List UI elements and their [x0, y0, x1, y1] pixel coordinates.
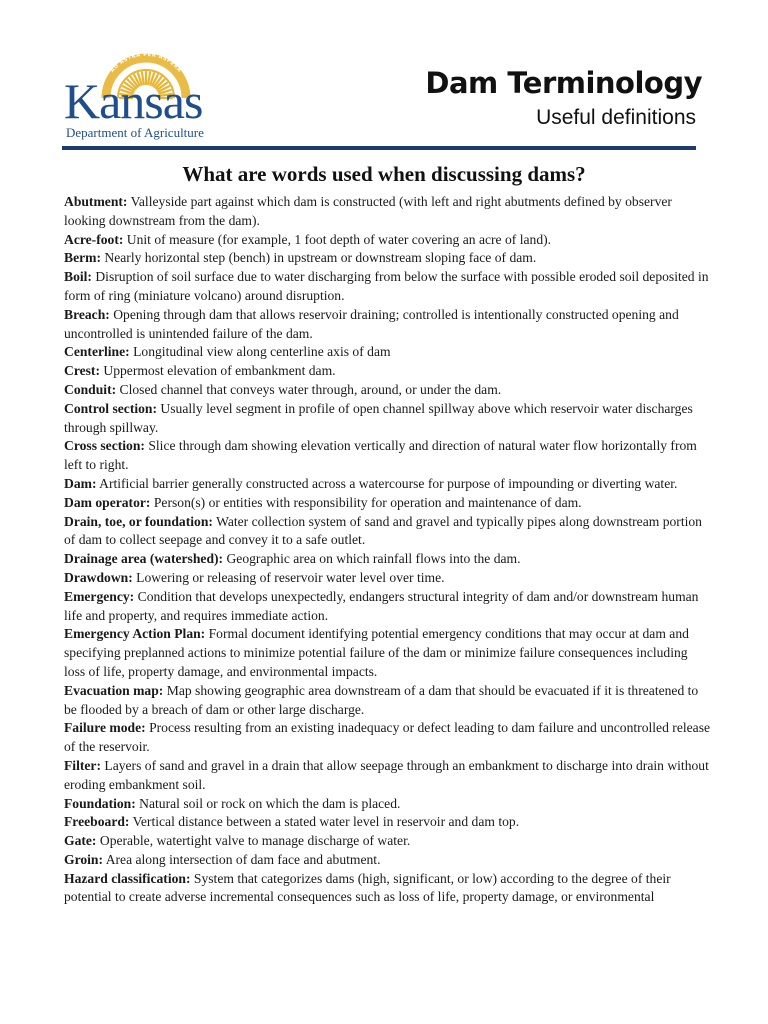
definition-term: Freeboard: [64, 814, 130, 830]
definition-text: Area along intersection of dam face and abutment. [105, 851, 381, 867]
definition-text: Map showing geographic area downstream of a dam that should be evacuated if it is threatened to be flooded by a breach of dam or other large discharge. [64, 682, 699, 717]
definition-text: Natural soil or rock on which the dam is placed. [139, 795, 401, 811]
logo-arc-text: AD ASTRA PER ASPERA [109, 52, 183, 74]
document-title: Dam Terminology [425, 66, 702, 100]
definition-item [64, 550, 710, 569]
definition-item [64, 513, 710, 551]
definition-term: Conduit: [64, 381, 117, 397]
definition-item [64, 249, 710, 268]
definition-term: Emergency Action Plan: [64, 626, 206, 642]
definition-text: Longitudinal view along centerline axis of dam [133, 344, 391, 360]
definition-text: Disruption of soil surface due to water discharging from below the surface with possible eroded soil deposited in form of ring (miniature volcano) around disruption. [64, 269, 709, 303]
definition-item [64, 757, 710, 795]
definition-text: Operable, watertight valve to manage discharge of water. [99, 833, 411, 849]
definition-term: Crest: [64, 363, 100, 379]
document-subtitle: Useful definitions [536, 106, 696, 129]
logo-department: Department of Agriculture [66, 125, 204, 140]
definition-text: System that categorizes dams (high, significant, or low) according to the degree of their potential to create adverse incremental consequences such as loss of life, property damage, or environmental [64, 870, 671, 905]
definition-text: Valleyside part against which dam is constructed (with left and right abutments defined by observer looking downstream from the dam). [64, 194, 672, 228]
definition-text: Uppermost elevation of embankment dam. [103, 363, 336, 379]
definition-term: Centerline: [64, 344, 130, 360]
definition-term: Foundation: [64, 795, 136, 811]
definition-item [64, 343, 710, 362]
definition-term: Control section: [64, 400, 158, 416]
definition-text: Layers of sand and gravel in a drain that allow seepage through an embankment to discharge into drain without eroding embankment soil. [64, 757, 709, 792]
definition-text: Water collection system of sand and gravel and typically pipes along downstream portion of dam to collect seepage and convey it to a safe outlet. [64, 513, 702, 548]
definition-term: Drawdown: [64, 569, 133, 585]
header-divider [62, 146, 696, 150]
definition-term: Dam: [64, 475, 97, 491]
kansas-agriculture-logo [62, 52, 212, 142]
definition-term: Drainage area (watershed): [64, 551, 224, 567]
logo-wordmark: Kansas [64, 73, 203, 129]
definition-term: Berm: [64, 250, 101, 266]
definition-text: Closed channel that conveys water through, around, or under the dam. [119, 381, 502, 397]
definition-text: Usually level segment in profile of open channel spillway above which reservoir water discharges through spillway. [64, 400, 693, 435]
definition-item [64, 851, 710, 870]
definition-term: Acre-foot: [64, 231, 124, 247]
section-heading: What are words used when discussing dams? [182, 162, 586, 186]
definition-item [64, 588, 710, 626]
definition-item [64, 569, 710, 588]
definition-item [64, 682, 710, 720]
definition-text: Process resulting from an existing inadequacy or defect leading to dam failure and uncontrolled release of the reservoir. [64, 720, 711, 755]
definition-item [64, 381, 710, 400]
definition-text: Nearly horizontal step (bench) in upstream or downstream sloping face of dam. [104, 250, 537, 266]
definition-text: Geographic area on which rainfall flows into the dam. [226, 551, 521, 567]
definition-term: Gate: [64, 833, 97, 849]
definition-item [64, 813, 710, 832]
definition-term: Boil: [64, 269, 92, 285]
definition-text: Vertical distance between a stated water level in reservoir and dam top. [132, 814, 520, 830]
definition-term: Dam operator: [64, 494, 151, 510]
definition-term: Hazard classification: [64, 870, 191, 886]
definition-term: Emergency: [64, 588, 135, 604]
definition-item [64, 475, 710, 494]
definition-item [64, 795, 710, 814]
definition-item [64, 437, 710, 475]
definition-item [64, 719, 710, 757]
definition-term: Filter: [64, 757, 101, 773]
definition-item [64, 268, 710, 306]
definition-item [64, 400, 710, 438]
definition-term: Drain, toe, or foundation: [64, 513, 213, 529]
definition-list [64, 193, 710, 907]
definition-term: Cross section: [64, 438, 145, 454]
definition-term: Groin: [64, 851, 104, 867]
definition-text: Artificial barrier generally constructed across a watercourse for purpose of impounding or diverting water. [99, 475, 678, 491]
definition-item [64, 870, 710, 908]
definition-item [64, 193, 710, 231]
definition-item [64, 494, 710, 513]
definition-text: Unit of measure (for example, 1 foot depth of water covering an acre of land). [126, 231, 552, 247]
definition-text: Condition that develops unexpectedly, endangers structural integrity of dam and/or downstream human life and property, and requires immediate action. [64, 588, 699, 623]
definition-text: Person(s) or entities with responsibility for operation and maintenance of dam. [153, 494, 582, 510]
definition-term: Evacuation map: [64, 682, 164, 698]
definition-term: Abutment: [64, 194, 128, 209]
definition-item [64, 306, 710, 344]
definition-term: Failure mode: [64, 720, 146, 736]
definition-text: Formal document identifying potential emergency conditions that may occur at dam and specifying preplanned actions to minimize potential failure of the dam or minimize failure consequences including loss of life, property damage, and environmental impacts. [64, 626, 689, 679]
definition-item [64, 625, 710, 681]
definition-item [64, 362, 710, 381]
definition-item [64, 231, 710, 250]
definition-item [64, 832, 710, 851]
definition-text: Lowering or releasing of reservoir water level over time. [136, 569, 445, 585]
definition-term: Breach: [64, 306, 110, 322]
definition-text: Opening through dam that allows reservoir draining; controlled is intentionally constructed opening and uncontrolled is unintended failure of the dam. [64, 306, 679, 341]
definition-text: Slice through dam showing elevation vertically and direction of natural water flow horizontally from left to right. [64, 438, 697, 473]
